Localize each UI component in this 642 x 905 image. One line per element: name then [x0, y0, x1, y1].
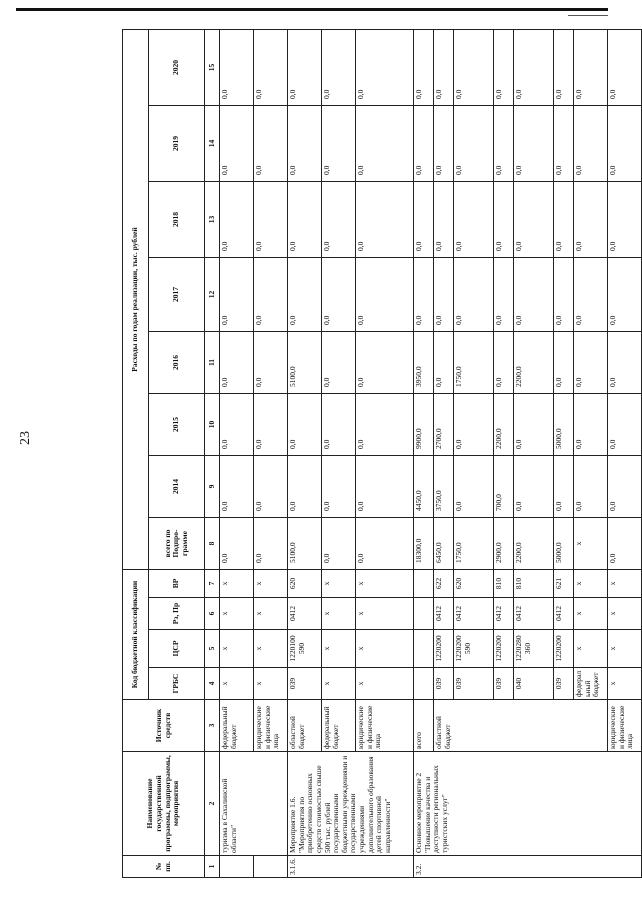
row-csr: х — [574, 598, 608, 630]
table-row — [434, 29, 454, 877]
row-total: 1750,0 — [454, 518, 494, 570]
row-total: 5100,0 — [288, 518, 322, 570]
row-2016: 2200,0 — [514, 332, 554, 394]
header-num: № пп. — [123, 856, 205, 878]
row-total: 0,0 — [356, 518, 414, 570]
table-row — [288, 29, 322, 877]
row-source: федеральный бюджет — [322, 700, 356, 752]
row-2016: 0,0 — [554, 332, 574, 394]
row-2015: 0,0 — [322, 394, 356, 456]
row-2019: 0,0 — [434, 106, 454, 182]
column-index: 15 — [205, 29, 220, 105]
row-total: 5000,0 — [554, 518, 574, 570]
row-num: 3.2. — [414, 856, 642, 878]
row-num: 3.1.6. — [288, 856, 414, 878]
column-index: 9 — [205, 456, 220, 518]
row-2019: 0,0 — [494, 106, 514, 182]
row-num — [254, 856, 288, 878]
header-2014: 2014 — [149, 456, 205, 518]
row-csr: х — [608, 630, 642, 668]
row-2020: 0,0 — [322, 29, 356, 105]
row-2015: 0,0 — [288, 394, 322, 456]
row-2018: 0,0 — [356, 182, 414, 258]
header-budget-code: Код бюджетной классификации — [123, 570, 149, 700]
row-rzpr — [414, 598, 434, 630]
column-index: 14 — [205, 106, 220, 182]
row-grbs: х — [356, 668, 414, 700]
column-index: 5 — [205, 630, 220, 668]
row-grbs: 040 — [514, 668, 554, 700]
row-2014: 0,0 — [554, 456, 574, 518]
row-2018: 0,0 — [220, 182, 254, 258]
row-2020: 0,0 — [554, 29, 574, 105]
row-2017: 0,0 — [514, 258, 554, 332]
row-vr: х — [574, 518, 608, 570]
row-2018: 0,0 — [322, 182, 356, 258]
column-index: 3 — [205, 700, 220, 752]
row-2015: 0,0 — [220, 394, 254, 456]
row-2016: 0,0 — [608, 332, 642, 394]
column-index-row — [205, 29, 220, 877]
column-index: 8 — [205, 518, 220, 570]
header-2019: 2019 — [149, 106, 205, 182]
row-2015: 0,0 — [356, 394, 414, 456]
row-2014: 4450,0 — [414, 456, 434, 518]
row-csr: 1220200 — [554, 630, 574, 668]
row-2015: 9900,0 — [414, 394, 434, 456]
row-2018: 0,0 — [414, 182, 434, 258]
row-grbs: х — [608, 668, 642, 700]
row-source: юридические и физические лица — [356, 700, 414, 752]
row-2014: 0,0 — [220, 456, 254, 518]
table-row — [322, 29, 356, 877]
row-2018: 0,0 — [554, 182, 574, 258]
row-2014: 0,0 — [254, 456, 288, 518]
row-vr: х — [220, 570, 254, 598]
row-vr: х — [356, 570, 414, 598]
row-2016: 3950,0 — [414, 332, 434, 394]
row-2016: 0,0 — [434, 332, 454, 394]
header-grbs: ГРБС — [149, 668, 205, 700]
table-frame — [122, 30, 635, 878]
row-total: 6450,0 — [434, 518, 454, 570]
row-2019: 0,0 — [220, 106, 254, 182]
row-2016: 0,0 — [322, 332, 356, 394]
row-grbs: х — [220, 668, 254, 700]
row-2014: 0,0 — [454, 456, 494, 518]
row-total: 18300,0 — [414, 518, 434, 570]
row-source: юридические и физические лица — [254, 700, 288, 752]
row-rzpr: 0412 — [514, 598, 554, 630]
row-grbs: х — [574, 630, 608, 668]
row-2017: 0,0 — [414, 258, 434, 332]
row-source: федеральный бюджет — [220, 700, 254, 752]
row-2015: 0,0 — [574, 332, 608, 394]
row-rzpr: х — [608, 598, 642, 630]
row-2017: 0,0 — [494, 258, 514, 332]
row-2015: 0,0 — [514, 394, 554, 456]
row-2020: 0,0 — [220, 29, 254, 105]
table-row — [254, 29, 288, 877]
row-vr: х — [608, 570, 642, 598]
header-expenses: Расходы по годам реализации, тыс. рублей — [123, 29, 149, 569]
row-2019: 0,0 — [356, 106, 414, 182]
header-total: всего по Подпро-грамме — [149, 518, 205, 570]
header-rzpr: Рз, Пр — [149, 598, 205, 630]
row-grbs — [414, 668, 434, 700]
row-2018: 0,0 — [288, 182, 322, 258]
row-2014: 0,0 — [608, 456, 642, 518]
row-grbs: х — [322, 668, 356, 700]
row-2014: 0,0 — [356, 456, 414, 518]
row-grbs: х — [254, 668, 288, 700]
row-rzpr: х — [220, 598, 254, 630]
row-2014: 0,0 — [574, 394, 608, 456]
header-csr: ЦСР — [149, 630, 205, 668]
header-2016: 2016 — [149, 332, 205, 394]
budget-table — [122, 29, 642, 878]
row-2018: 0,0 — [608, 182, 642, 258]
row-grbs: 039 — [454, 668, 494, 700]
row-2017: 0,0 — [356, 258, 414, 332]
row-grbs: 039 — [494, 668, 514, 700]
row-csr: х — [322, 630, 356, 668]
header-2015: 2015 — [149, 394, 205, 456]
row-2015: 5000,0 — [554, 394, 574, 456]
row-grbs: 039 — [288, 668, 322, 700]
row-2016: 1750,0 — [454, 332, 494, 394]
row-total: 0,0 — [608, 518, 642, 570]
header-2017: 2017 — [149, 258, 205, 332]
row-source: областной бюджет — [288, 700, 322, 752]
row-2016: 0,0 — [494, 332, 514, 394]
row-2019: 0,0 — [454, 106, 494, 182]
row-rzpr: х — [322, 598, 356, 630]
row-2015: 0,0 — [608, 394, 642, 456]
column-index: 12 — [205, 258, 220, 332]
row-2020: 0,0 — [454, 29, 494, 105]
row-vr: 620 — [454, 570, 494, 598]
column-index: 4 — [205, 668, 220, 700]
row-total: 2200,0 — [514, 518, 554, 570]
row-vr: х — [254, 570, 288, 598]
row-vr: х — [322, 570, 356, 598]
row-csr: 1220200 — [434, 630, 454, 668]
row-num — [220, 856, 254, 878]
row-total: 0,0 — [254, 518, 288, 570]
row-2020: 0,0 — [434, 29, 454, 105]
row-2016: 0,0 — [356, 332, 414, 394]
row-vr — [414, 570, 434, 598]
row-2020: 0,0 — [356, 29, 414, 105]
row-2019: 0,0 — [254, 106, 288, 182]
row-2018: 0,0 — [454, 182, 494, 258]
row-2017: 0,0 — [574, 182, 608, 258]
row-2016: 0,0 — [574, 258, 608, 332]
column-index: 11 — [205, 332, 220, 394]
rotated-table-container — [122, 30, 635, 878]
row-2015: 0,0 — [254, 394, 288, 456]
row-vr: 622 — [434, 570, 454, 598]
row-2017: 0,0 — [322, 258, 356, 332]
row-2019: 0,0 — [574, 29, 608, 105]
row-2014: 0,0 — [288, 456, 322, 518]
row-2014: 700,0 — [494, 456, 514, 518]
row-csr: х — [254, 630, 288, 668]
row-2019: 0,0 — [288, 106, 322, 182]
row-source: юридические и физические лица — [608, 700, 642, 752]
row-2015: 2200,0 — [494, 394, 514, 456]
column-index: 10 — [205, 394, 220, 456]
row-source: федеральный бюджет — [574, 668, 608, 700]
row-csr — [414, 630, 434, 668]
row-csr: 1220100 590 — [288, 630, 322, 668]
header-2020: 2020 — [149, 29, 205, 105]
column-index: 6 — [205, 598, 220, 630]
row-2017: 0,0 — [220, 258, 254, 332]
row-2020: 0,0 — [414, 29, 434, 105]
row-grbs: 039 — [554, 668, 574, 700]
row-2018: 0,0 — [514, 182, 554, 258]
row-name: Основное мероприятие 2 "Повышение качества и доступности региональных туристских услуг" — [414, 752, 642, 856]
row-csr: х — [220, 630, 254, 668]
row-2018: 0,0 — [494, 182, 514, 258]
row-2017: 0,0 — [254, 258, 288, 332]
row-2017: 0,0 — [434, 258, 454, 332]
header-name: Наименование государственной программы, подпрограммы, мероприятия — [123, 752, 205, 856]
column-index: 13 — [205, 182, 220, 258]
row-rzpr: 0412 — [434, 598, 454, 630]
row-2019: 0,0 — [608, 106, 642, 182]
row-rzpr: х — [574, 570, 608, 598]
row-rzpr: 0412 — [494, 598, 514, 630]
row-2019: 0,0 — [414, 106, 434, 182]
row-2017: 0,0 — [608, 258, 642, 332]
row-vr: 810 — [514, 570, 554, 598]
row-total: 0,0 — [574, 456, 608, 518]
row-2019: 0,0 — [554, 106, 574, 182]
row-2020: 0,0 — [254, 29, 288, 105]
row-total: 0,0 — [322, 518, 356, 570]
row-2020: 0,0 — [514, 29, 554, 105]
row-vr: 620 — [288, 570, 322, 598]
row-2018: 0,0 — [254, 182, 288, 258]
top-rule — [16, 8, 608, 11]
row-rzpr: х — [356, 598, 414, 630]
table-row — [608, 29, 642, 877]
row-vr: 810 — [494, 570, 514, 598]
column-index: 2 — [205, 752, 220, 856]
row-csr: х — [356, 630, 414, 668]
row-2020: 0,0 — [608, 29, 642, 105]
row-2016: 0,0 — [254, 332, 288, 394]
row-2014: 0,0 — [322, 456, 356, 518]
row-2019: 0,0 — [322, 106, 356, 182]
row-2019: 0,0 — [514, 106, 554, 182]
table-row — [414, 29, 434, 877]
row-csr: 1220200 590 — [454, 630, 494, 668]
row-2014: 3750,0 — [434, 456, 454, 518]
row-2017: 0,0 — [288, 258, 322, 332]
row-2014: 0,0 — [514, 456, 554, 518]
row-2015: 0,0 — [454, 394, 494, 456]
row-source: областной бюджет — [434, 700, 608, 752]
row-csr: 1220280 360 — [514, 630, 554, 668]
row-2016: 0,0 — [220, 332, 254, 394]
header-vr: ВР — [149, 570, 205, 598]
row-2020: 0,0 — [288, 29, 322, 105]
row-name: Мероприятие 1.6. "Мероприятия по приобретению основных средств стоимостью свыше 500 тыс. рублей государственными бюджетными учреждениями и государственными учреждениями дополнительного образования детей спортивной направленности" — [288, 752, 414, 856]
row-2018: 0,0 — [434, 182, 454, 258]
row-2015: 2700,0 — [434, 394, 454, 456]
row-name: туризма в Сахалинской области" — [220, 752, 288, 856]
header-2018: 2018 — [149, 182, 205, 258]
row-rzpr: 0412 — [288, 598, 322, 630]
row-2018: 0,0 — [574, 106, 608, 182]
top-rule-short — [568, 15, 608, 16]
row-total: 0,0 — [220, 518, 254, 570]
row-2020: 0,0 — [494, 29, 514, 105]
row-total: 2900,0 — [494, 518, 514, 570]
row-grbs: 039 — [434, 668, 454, 700]
row-2017: 0,0 — [554, 258, 574, 332]
table-row — [356, 29, 414, 877]
column-index: 1 — [205, 856, 220, 878]
row-rzpr: 0412 — [554, 598, 574, 630]
row-csr: 1220200 — [494, 630, 514, 668]
column-index: 7 — [205, 570, 220, 598]
row-rzpr: 0412 — [454, 598, 494, 630]
page-number: 23 — [18, 431, 33, 445]
row-2016: 5100,0 — [288, 332, 322, 394]
header-source: Источник средств — [123, 700, 205, 752]
table-row — [220, 29, 254, 877]
row-source: всего — [414, 700, 434, 752]
row-vr: 621 — [554, 570, 574, 598]
row-rzpr: х — [254, 598, 288, 630]
row-2017: 0,0 — [454, 258, 494, 332]
